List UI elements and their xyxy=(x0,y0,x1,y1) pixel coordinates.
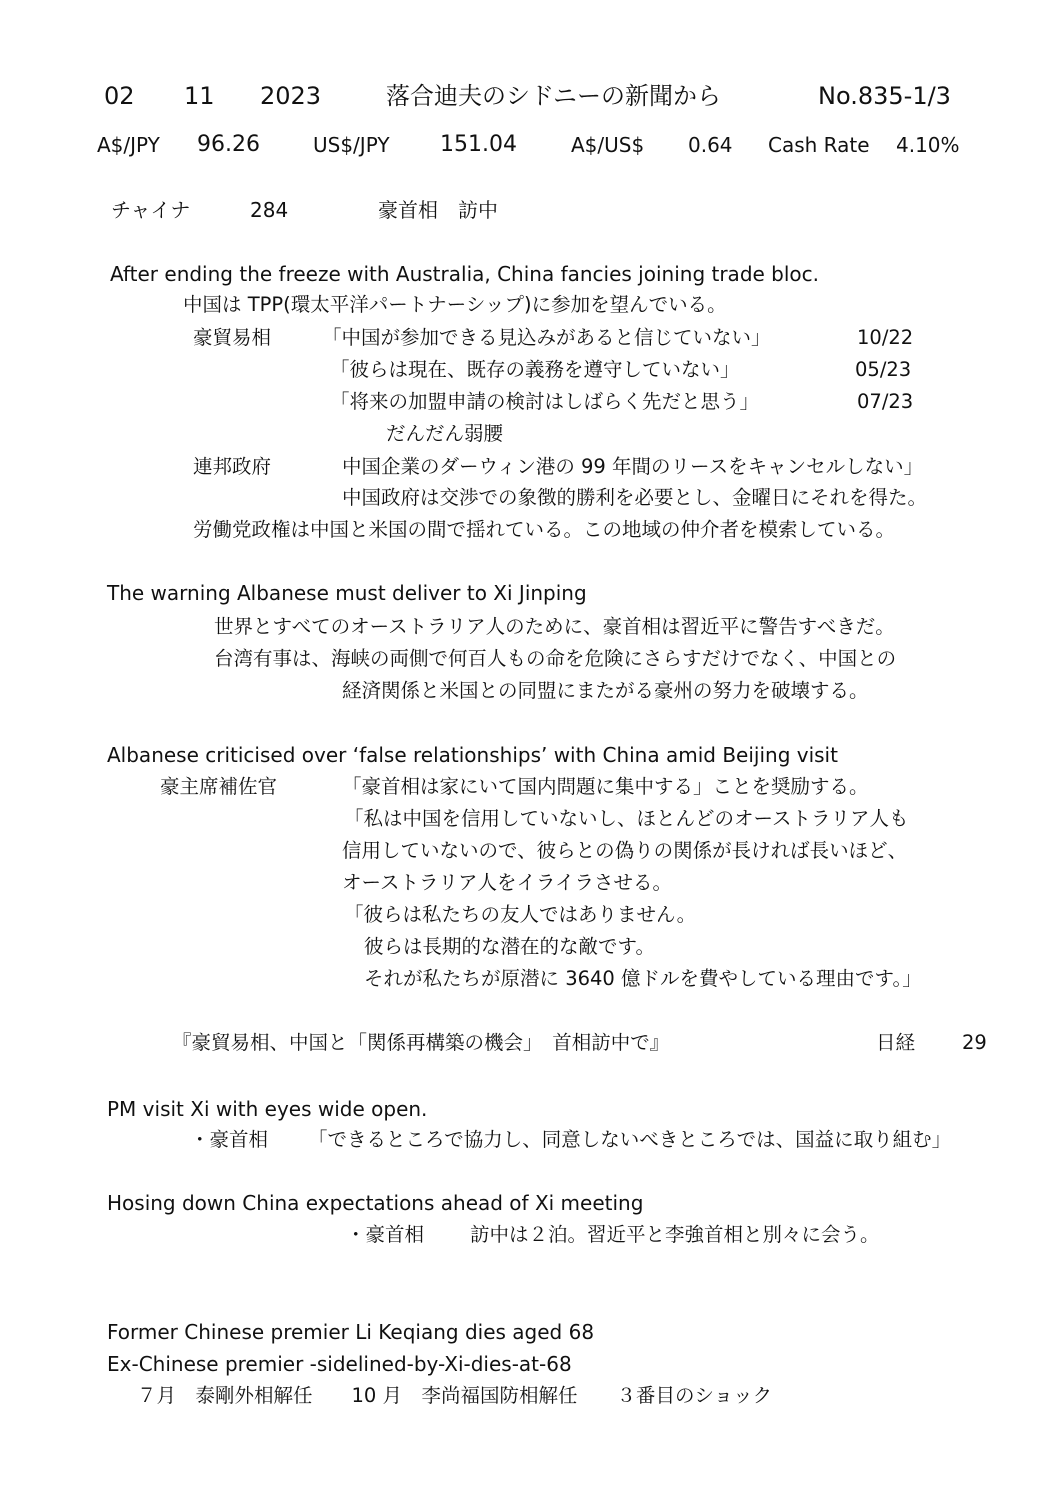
nikkei-title: 『豪貿易相、中国と「関係再構築の機会」 首相訪中で』 xyxy=(172,1031,670,1054)
article-text: 信用していないので、彼らとの偽りの関係が長ければ長いほど、 xyxy=(342,839,908,862)
topic-subject: 豪首相 訪中 xyxy=(378,198,498,222)
cash-rate-label: Cash Rate xyxy=(768,133,870,157)
aud-usd-value: 0.64 xyxy=(688,133,733,157)
headline: Ex-Chinese premier -sidelined-by-Xi-dies-at-68 xyxy=(107,1352,572,1376)
article-text: 中国は TPP(環太平洋パートナーシップ)に参加を望んでいる。 xyxy=(183,293,727,316)
speaker-label: ・豪首相 xyxy=(346,1223,425,1246)
cash-rate-value: 4.10% xyxy=(896,133,960,157)
quote: 「将来の加盟申請の検討はしばらく先だと思う」 xyxy=(330,390,760,413)
article-text: 「豪首相は家にいて国内問題に集中する」ことを奨励する。 xyxy=(342,775,869,798)
article-text: だんだん弱腰 xyxy=(386,422,504,445)
header-day: 02 xyxy=(104,82,135,110)
speaker-label: 豪主席補佐官 xyxy=(160,775,278,798)
article-text: ７月 泰剛外相解任 10 月 李尚福国防相解任 ３番目のショック xyxy=(137,1384,773,1407)
quote: 「できるところで協力し、同意しないべきところでは、国益に取り組む」 xyxy=(308,1128,952,1151)
headline: After ending the freeze with Australia, China fancies joining trade bloc. xyxy=(110,262,820,286)
speaker-label: ・豪首相 xyxy=(190,1128,269,1151)
header-month: 11 xyxy=(184,82,215,110)
article-text: 彼らは長期的な潜在的な敵です。 xyxy=(364,935,655,958)
article-text: 経済関係と米国との同盟にまたがる豪州の努力を破壊する。 xyxy=(342,679,869,702)
quote: 「中国が参加できる見込みがあると信じていない」 xyxy=(322,326,771,349)
article-text: 労働党政権は中国と米国の間で揺れている。この地域の仲介者を模索している。 xyxy=(193,518,896,541)
quote-date: 10/22 xyxy=(857,326,914,349)
article-text: オーストラリア人をイライラさせる。 xyxy=(342,871,672,894)
quote: 「彼らは現在、既存の義務を遵守していない」 xyxy=(330,358,740,381)
nikkei-date: 29 xyxy=(962,1031,987,1054)
aud-jpy-value: 96.26 xyxy=(197,132,260,157)
usd-jpy-label: US$/JPY xyxy=(313,133,390,157)
article-text: それが私たちが原潜に 3640 億ドルを費やしている理由です。」 xyxy=(364,967,922,990)
article-text: 「私は中国を信用していないし、ほとんどのオーストラリア人も xyxy=(344,807,909,830)
speaker-label: 豪貿易相 xyxy=(193,326,272,349)
topic-number: 284 xyxy=(250,198,289,222)
headline: The warning Albanese must deliver to Xi Jinping xyxy=(107,581,587,605)
headline: Albanese criticised over ‘false relationships’ with China amid Beijing visit xyxy=(107,743,838,767)
header-year: 2023 xyxy=(260,82,322,110)
quote-date: 07/23 xyxy=(857,390,914,413)
aud-usd-label: A$/US$ xyxy=(571,133,645,157)
article-text: 世界とすべてのオーストラリア人のために、豪首相は習近平に警告すべきだ。 xyxy=(214,615,895,638)
article-text: 訪中は２泊。習近平と李強首相と別々に会う。 xyxy=(470,1223,880,1246)
usd-jpy-value: 151.04 xyxy=(440,132,517,157)
headline: PM visit Xi with eyes wide open. xyxy=(107,1097,428,1121)
article-text: 「彼らは私たちの友人ではありません。 xyxy=(344,903,697,926)
article-text: 中国企業のダーウィン港の 99 年間のリースをキャンセルしない」 xyxy=(342,455,924,478)
header-issue: No.835-1/3 xyxy=(818,82,951,110)
headline: Hosing down China expectations ahead of Xi meeting xyxy=(107,1191,644,1215)
header-title: 落合迪夫のシドニーの新聞から xyxy=(386,82,722,110)
speaker-label: 連邦政府 xyxy=(193,455,272,478)
aud-jpy-label: A$/JPY xyxy=(97,133,160,157)
topic-category: チャイナ xyxy=(111,198,191,222)
nikkei-source: 日経 xyxy=(876,1031,916,1054)
article-text: 中国政府は交渉での象徴的勝利を必要とし、金曜日にそれを得た。 xyxy=(342,486,928,509)
headline: Former Chinese premier Li Keqiang dies aged 68 xyxy=(107,1320,595,1344)
article-text: 台湾有事は、海峡の両側で何百人もの命を危険にさらすだけでなく、中国との xyxy=(214,647,897,670)
quote-date: 05/23 xyxy=(855,358,912,381)
